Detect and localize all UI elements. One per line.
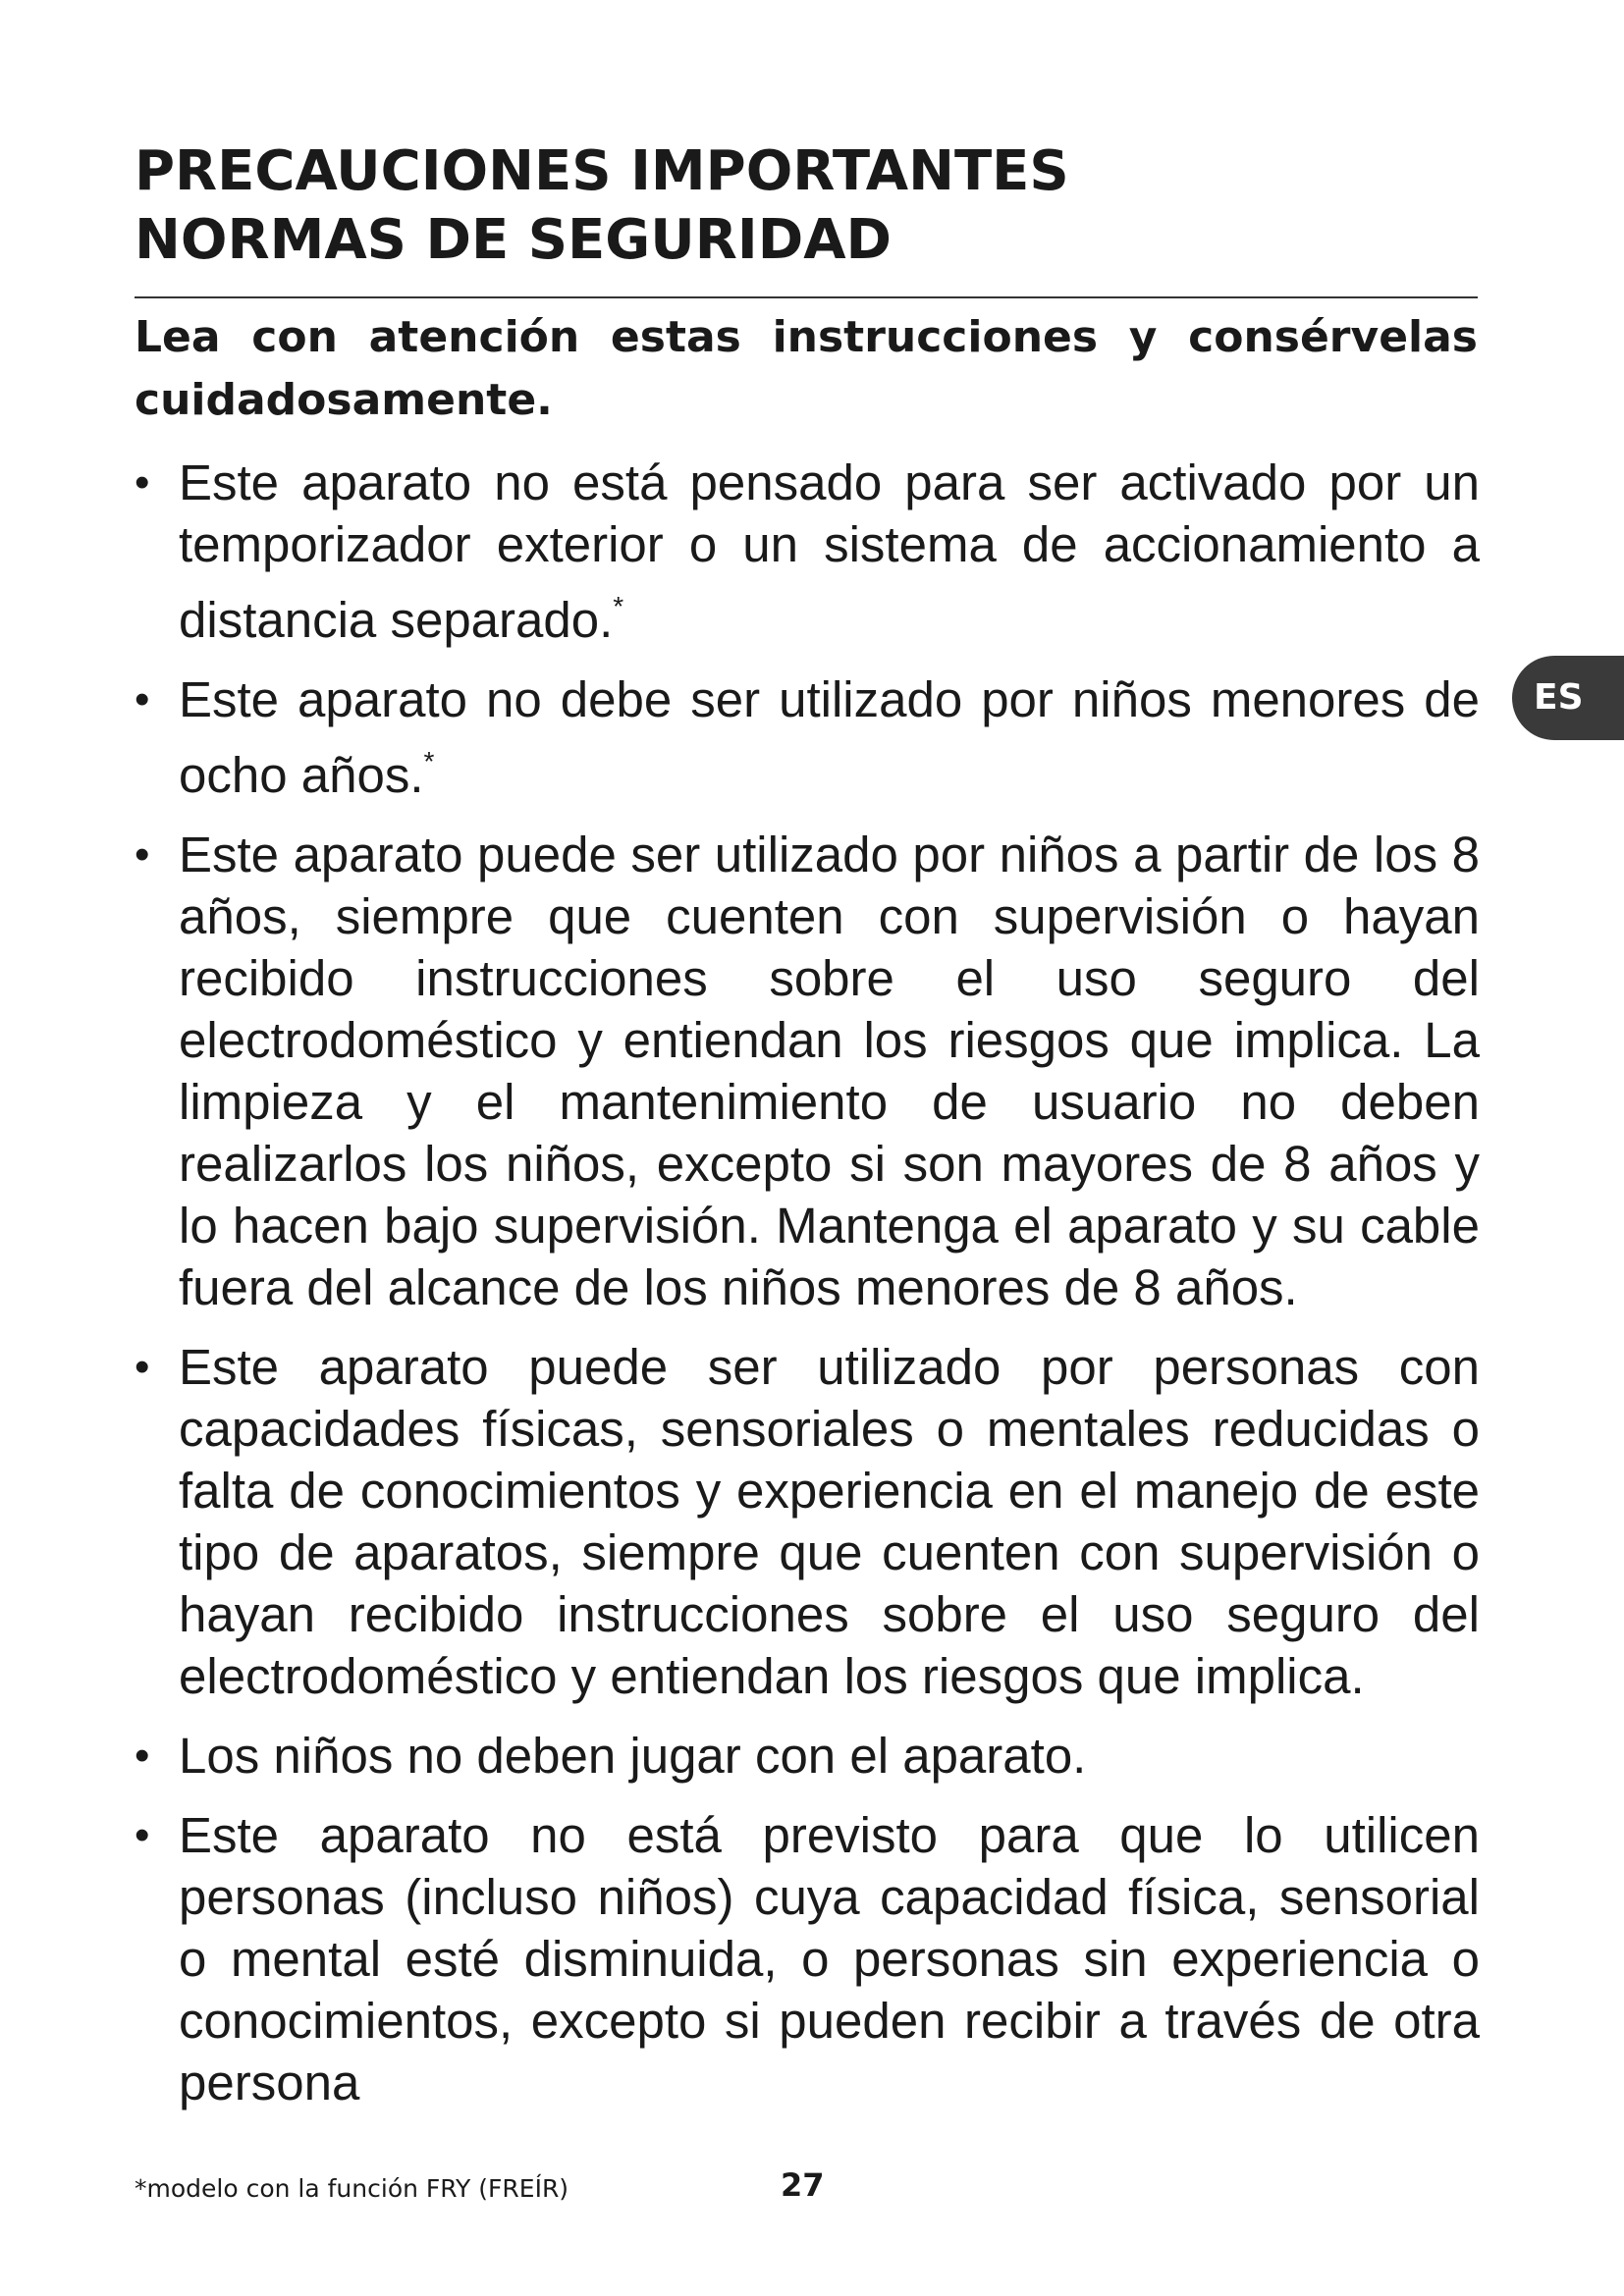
page-number: 27 — [781, 2166, 825, 2204]
item-text: Este aparato no está previsto para que lo utilicen personas (incluso niños) cuya capacidad física, sensorial o mental esté disminuida, o personas sin experiencia o conocimientos, excepto si pueden recibir a través de otra persona — [179, 1807, 1480, 2110]
footnote: *modelo con la función FRY (FREÍR) — [135, 2174, 569, 2203]
list-item — [135, 668, 1480, 806]
page-title — [135, 137, 1480, 275]
intro-text: Lea con atención estas instrucciones y consérvelas cuidadosamente. — [135, 312, 1478, 425]
title-line-1: PRECAUCIONES IMPORTANTES — [135, 139, 1069, 203]
title-line-2: NORMAS DE SEGURIDAD — [135, 208, 893, 272]
footnote-marker: * — [613, 591, 624, 621]
list-item — [135, 1725, 1480, 1787]
list-item — [135, 452, 1480, 651]
title-divider — [135, 296, 1478, 298]
bullet-icon: • — [135, 675, 150, 723]
bullet-icon: • — [135, 1343, 150, 1391]
item-text: Este aparato no debe ser utilizado por niños menores de ocho años. — [179, 671, 1480, 803]
footnote-marker: * — [423, 746, 435, 776]
item-text: Los niños no deben jugar con el aparato. — [179, 1728, 1087, 1784]
bullet-icon: • — [135, 830, 150, 879]
list-item — [135, 1804, 1480, 2113]
bullet-icon: • — [135, 458, 150, 507]
item-text: Este aparato no está pensado para ser activado por un temporizador exterior o un sistema de accionamiento a distancia separado. — [179, 454, 1480, 648]
item-text: Este aparato puede ser utilizado por niños a partir de los 8 años, siempre que cuenten con supervisión o hayan recibido instrucciones sobre el uso seguro del electrodoméstico y entiendan los riesgos que implica. La limpieza y el mantenimiento de usuario no deben realizarlos los niños, excepto si son mayores de 8 años y lo hacen bajo supervisión. Mantenga el aparato y su cable fuera del alcance de los niños menores de 8 años. — [179, 827, 1480, 1315]
bullet-icon: • — [135, 1811, 150, 1859]
bullet-icon: • — [135, 1732, 150, 1780]
item-text: Este aparato puede ser utilizado por personas con capacidades físicas, sensoriales o mentales reducidas o falta de conocimientos y experiencia en el manejo de este tipo de aparatos, siempre que cuenten con supervisión o hayan recibido instrucciones sobre el uso seguro del electrodoméstico y entiendan los riesgos que implica. — [179, 1339, 1480, 1704]
list-item — [135, 1336, 1480, 1707]
list-item — [135, 824, 1480, 1318]
safety-list — [135, 452, 1480, 2131]
language-tab: ES — [1512, 656, 1624, 740]
